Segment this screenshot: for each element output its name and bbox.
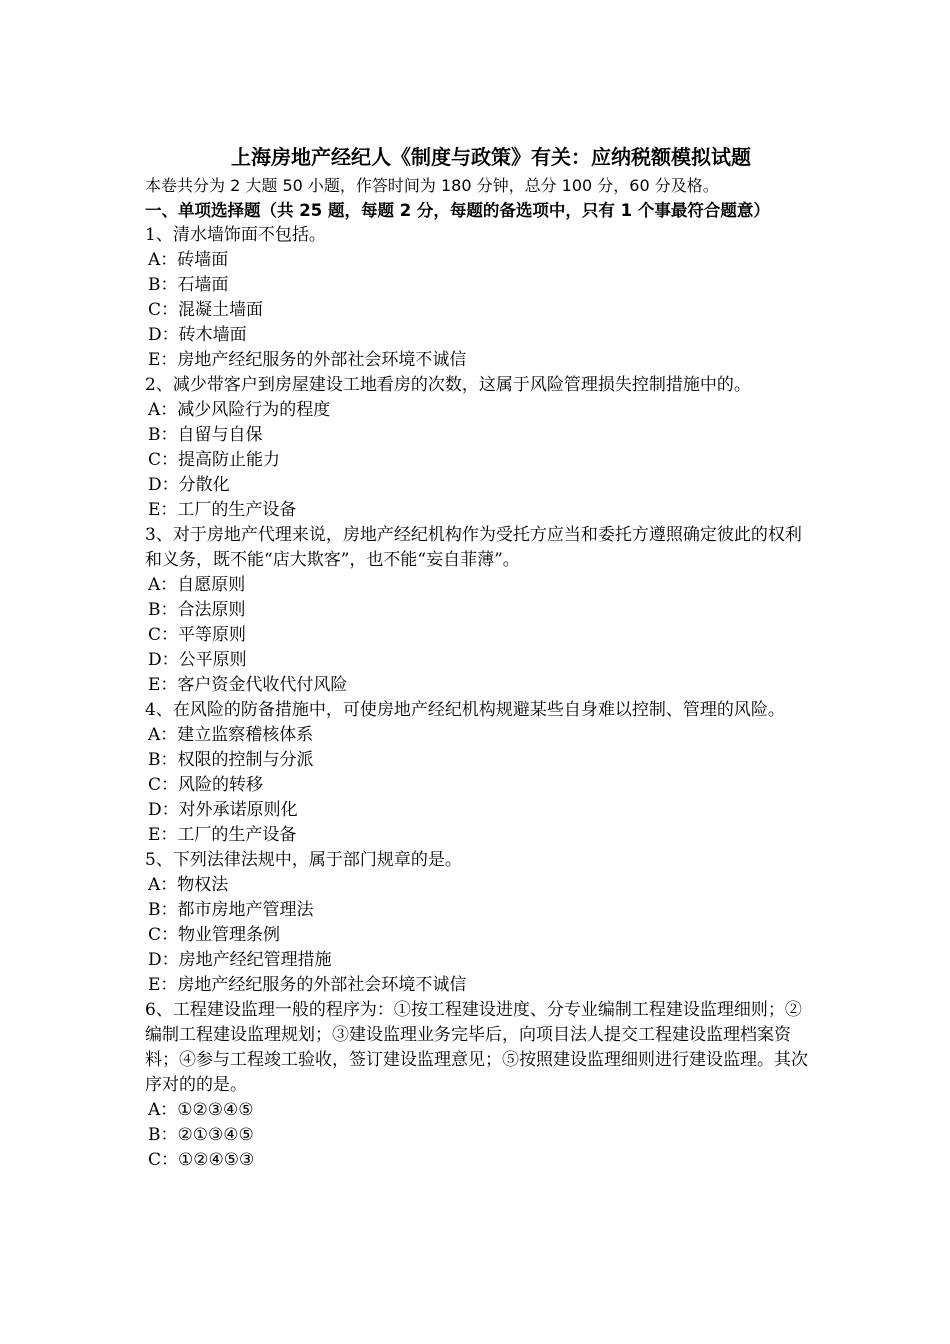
question-item bbox=[145, 373, 815, 523]
option-letter: A： bbox=[148, 725, 178, 745]
option-letter: B： bbox=[148, 1125, 178, 1145]
option-letter: D： bbox=[148, 800, 179, 820]
option-letter: D： bbox=[148, 325, 179, 345]
answer-option bbox=[145, 623, 815, 648]
option-letter: D： bbox=[148, 950, 179, 970]
answer-option bbox=[145, 798, 815, 823]
answer-option bbox=[145, 648, 815, 673]
option-text: 砖墙面 bbox=[177, 250, 229, 270]
option-text: 工厂的生产设备 bbox=[177, 500, 297, 520]
answer-option bbox=[145, 273, 815, 298]
option-letter: A： bbox=[148, 575, 178, 595]
question-item bbox=[145, 223, 815, 373]
option-letter: C： bbox=[148, 450, 179, 470]
option-letter: B： bbox=[148, 425, 178, 445]
answer-option bbox=[145, 348, 815, 373]
answer-option bbox=[145, 473, 815, 498]
answer-option bbox=[145, 773, 815, 798]
option-letter: D： bbox=[148, 650, 179, 670]
option-text: 风险的转移 bbox=[178, 775, 264, 795]
answer-option bbox=[145, 898, 815, 923]
option-letter: A： bbox=[148, 1100, 178, 1120]
option-letter: B： bbox=[148, 750, 178, 770]
option-text: 自留与自保 bbox=[177, 425, 263, 445]
option-text: 物权法 bbox=[177, 875, 229, 895]
answer-option bbox=[145, 448, 815, 473]
answer-option bbox=[145, 398, 815, 423]
option-letter: B： bbox=[148, 900, 178, 920]
answer-option bbox=[145, 723, 815, 748]
option-letter: B： bbox=[148, 275, 178, 295]
option-text: 平等原则 bbox=[178, 625, 247, 645]
option-text: 减少风险行为的程度 bbox=[177, 400, 331, 420]
question-item bbox=[145, 998, 815, 1173]
option-letter: C： bbox=[148, 1150, 179, 1170]
answer-option bbox=[145, 1098, 815, 1123]
document-title: 上海房地产经纪人《制度与政策》有关：应纳税额模拟试题 bbox=[231, 145, 751, 169]
option-letter: D： bbox=[148, 475, 179, 495]
option-text: 公平原则 bbox=[178, 650, 247, 670]
question-stem: 4、在风险的防备措施中，可使房地产经纪机构规避某些自身难以控制、管理的风险。 bbox=[145, 700, 785, 720]
answer-option bbox=[145, 1148, 815, 1173]
option-text: 砖木墙面 bbox=[178, 325, 247, 345]
option-letter: A： bbox=[148, 250, 178, 270]
question-item bbox=[145, 523, 815, 698]
option-letter: C： bbox=[148, 925, 179, 945]
answer-option bbox=[145, 573, 815, 598]
option-text: 对外承诺原则化 bbox=[178, 800, 298, 820]
option-text: 分散化 bbox=[178, 475, 230, 495]
option-text: 石墙面 bbox=[177, 275, 229, 295]
question-stem: 3、对于房地产代理来说，房地产经纪机构作为受托方应当和委托方遵照确定彼此的权利和义务，既不能“店大欺客”，也不能“妄自菲薄”。 bbox=[145, 525, 802, 570]
option-text: 客户资金代收代付风险 bbox=[177, 675, 348, 695]
answer-option bbox=[145, 423, 815, 448]
answer-option bbox=[145, 598, 815, 623]
answer-option bbox=[145, 973, 815, 998]
option-letter: E： bbox=[148, 975, 178, 995]
option-text: 混凝土墙面 bbox=[178, 300, 264, 320]
option-letter: C： bbox=[148, 775, 179, 795]
option-letter: E： bbox=[148, 675, 178, 695]
answer-option bbox=[145, 748, 815, 773]
option-text: 物业管理条例 bbox=[178, 925, 281, 945]
option-letter: E： bbox=[148, 825, 178, 845]
option-letter: E： bbox=[148, 350, 178, 370]
option-text: 建立监察稽核体系 bbox=[177, 725, 314, 745]
option-text: 房地产经纪管理措施 bbox=[178, 950, 332, 970]
option-text: 都市房地产管理法 bbox=[177, 900, 314, 920]
answer-option bbox=[145, 673, 815, 698]
option-text: 权限的控制与分派 bbox=[177, 750, 314, 770]
option-text: 自愿原则 bbox=[177, 575, 246, 595]
answer-option bbox=[145, 948, 815, 973]
answer-option bbox=[145, 923, 815, 948]
exam-intro: 本卷共分为 2 大题 50 小题，作答时间为 180 分钟，总分 100 分，60 分及格。 bbox=[145, 176, 719, 195]
option-text: 房地产经纪服务的外部社会环境不诚信 bbox=[177, 975, 467, 995]
option-text: 工厂的生产设备 bbox=[177, 825, 297, 845]
option-text: ①②③④⑤ bbox=[177, 1100, 254, 1120]
answer-option bbox=[145, 248, 815, 273]
option-letter: E： bbox=[148, 500, 178, 520]
option-text: 房地产经纪服务的外部社会环境不诚信 bbox=[177, 350, 467, 370]
answer-option bbox=[145, 1123, 815, 1148]
question-item bbox=[145, 848, 815, 998]
question-stem: 5、下列法律法规中，属于部门规章的是。 bbox=[145, 850, 462, 870]
answer-option bbox=[145, 498, 815, 523]
question-item bbox=[145, 698, 815, 848]
answer-option bbox=[145, 823, 815, 848]
option-letter: B： bbox=[148, 600, 178, 620]
option-text: ①②④⑤③ bbox=[178, 1150, 255, 1170]
question-stem: 1、清水墙饰面不包括。 bbox=[145, 225, 326, 245]
answer-option bbox=[145, 323, 815, 348]
option-letter: C： bbox=[148, 300, 179, 320]
question-stem: 2、减少带客户到房屋建设工地看房的次数，这属于风险管理损失控制措施中的。 bbox=[145, 375, 751, 395]
document-content bbox=[145, 141, 815, 1173]
section-heading: 一、单项选择题（共 25 题，每题 2 分，每题的备选项中，只有 1 个事最符合题意） bbox=[145, 201, 770, 220]
option-letter: C： bbox=[148, 625, 179, 645]
option-text: 提高防止能力 bbox=[178, 450, 281, 470]
question-stem: 6、工程建设监理一般的程序为：①按工程建设进度、分专业编制工程建设监理细则；②编制工程建设监理规划；③建设监理业务完毕后，向项目法人提交工程建设监理档案资料；④参与工程竣工验收，签订建设监理意见；⑤按照建设监理细则进行建设监理。其次序对的的是。 bbox=[145, 1000, 808, 1095]
answer-option bbox=[145, 873, 815, 898]
question-list bbox=[145, 223, 815, 1173]
option-letter: A： bbox=[148, 400, 178, 420]
option-text: ②①③④⑤ bbox=[177, 1125, 254, 1145]
answer-option bbox=[145, 298, 815, 323]
option-letter: A： bbox=[148, 875, 178, 895]
option-text: 合法原则 bbox=[177, 600, 246, 620]
